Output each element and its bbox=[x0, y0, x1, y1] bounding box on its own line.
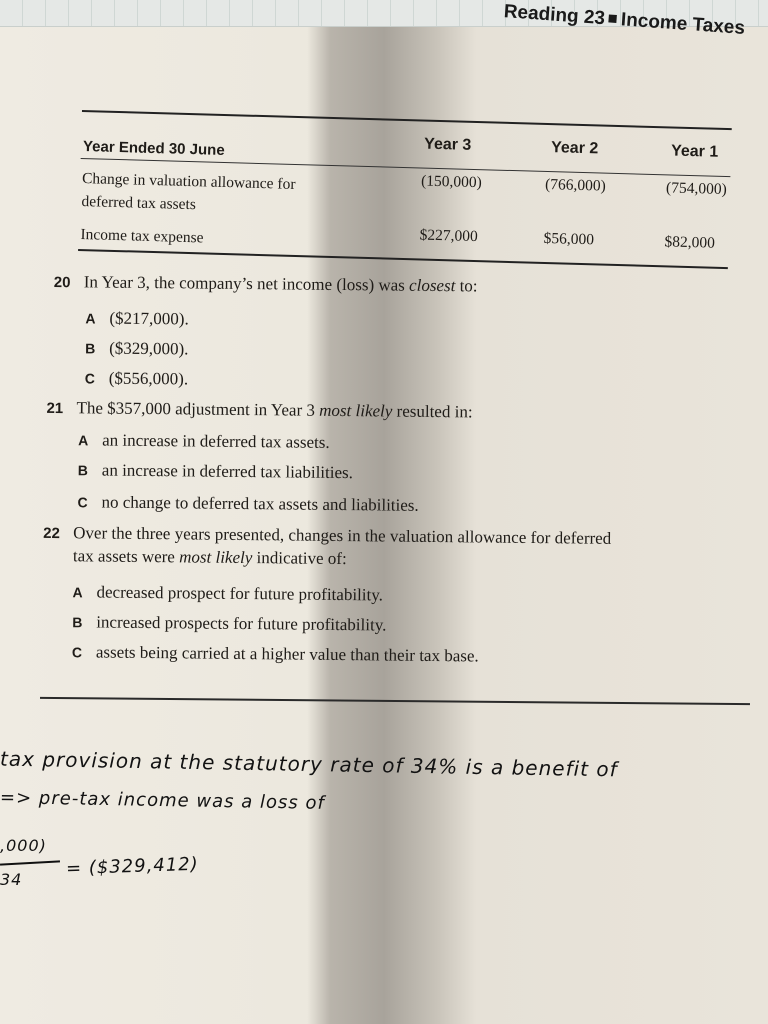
option-letter: C bbox=[77, 494, 88, 511]
option-text: an increase in deferred tax liabilities. bbox=[101, 460, 354, 483]
valuation-table bbox=[78, 110, 732, 269]
option-22c bbox=[72, 642, 479, 666]
option-text: no change to deferred tax assets and liabilities. bbox=[101, 492, 419, 515]
question-text-end: to: bbox=[459, 276, 478, 296]
question-text: In Year 3, the company’s net income (loss) was bbox=[83, 272, 405, 295]
question-number: 20 bbox=[53, 273, 71, 292]
cell-value: $56,000 bbox=[543, 229, 595, 249]
handwritten-note-line2: => pre-tax income was a loss of bbox=[0, 787, 326, 814]
option-text: ($329,000). bbox=[109, 338, 189, 359]
cell-value: (754,000) bbox=[665, 179, 727, 199]
question-text-end: indicative of: bbox=[256, 548, 347, 569]
handwritten-numerator: ,000) bbox=[0, 836, 47, 855]
question-text: Over the three years presented, changes in the valuation allowance for deferred bbox=[73, 523, 612, 548]
column-header-year2: Year 2 bbox=[550, 139, 599, 158]
option-letter: B bbox=[77, 462, 89, 479]
question-text: The $357,000 adjustment in Year 3 bbox=[76, 398, 316, 420]
row-label bbox=[80, 223, 204, 249]
option-text: decreased prospect for future profitability. bbox=[96, 582, 384, 605]
option-22a bbox=[72, 582, 383, 605]
handwritten-denominator: 34 bbox=[0, 870, 23, 889]
option-text: increased prospects for future profitability. bbox=[96, 612, 387, 635]
option-letter: B bbox=[72, 614, 83, 631]
cell-value: (150,000) bbox=[420, 172, 483, 192]
row-label-line2: deferred tax assets bbox=[81, 193, 197, 214]
option-letter: A bbox=[78, 432, 89, 449]
option-20a bbox=[85, 308, 189, 329]
header-topic: Income Taxes bbox=[620, 9, 746, 39]
square-bullet-icon bbox=[609, 14, 618, 23]
row-label-line1: Income tax expense bbox=[80, 226, 204, 247]
cell-value: (766,000) bbox=[544, 175, 607, 195]
header-reading: Reading 23 bbox=[503, 1, 607, 30]
question-emphasis: most likely bbox=[319, 400, 393, 421]
question-text-2: tax assets were bbox=[72, 546, 176, 567]
option-text: an increase in deferred tax assets. bbox=[102, 430, 330, 452]
option-letter: B bbox=[85, 340, 96, 357]
option-22b bbox=[72, 612, 386, 635]
option-letter: A bbox=[85, 310, 96, 327]
option-letter: A bbox=[72, 584, 83, 601]
question-number: 21 bbox=[46, 399, 64, 418]
question-text-end: resulted in: bbox=[396, 401, 473, 422]
fraction-bar bbox=[0, 860, 60, 865]
handwritten-result: = ($329,412) bbox=[65, 853, 200, 880]
option-20c bbox=[85, 368, 189, 389]
question-21 bbox=[46, 398, 472, 422]
question-emphasis: closest bbox=[409, 275, 456, 296]
option-21a bbox=[78, 430, 330, 453]
row-label bbox=[81, 167, 296, 219]
option-text: ($556,000). bbox=[108, 368, 189, 389]
section-divider bbox=[40, 697, 750, 705]
question-22 bbox=[43, 522, 743, 574]
table-label-header: Year Ended 30 June bbox=[82, 138, 225, 159]
row-label-line1: Change in valuation allowance for bbox=[81, 170, 296, 193]
cell-value: $82,000 bbox=[664, 233, 716, 252]
question-20 bbox=[54, 272, 478, 296]
option-21c bbox=[77, 492, 418, 516]
option-text: assets being carried at a higher value than their tax base. bbox=[95, 642, 479, 666]
handwritten-note-line1: tax provision at the statutory rate of 34% is a benefit of bbox=[0, 746, 618, 782]
question-emphasis: most likely bbox=[179, 547, 253, 568]
column-header-year3: Year 3 bbox=[423, 135, 472, 154]
cell-value: $227,000 bbox=[419, 226, 478, 246]
option-text: ($217,000). bbox=[109, 308, 189, 329]
question-number: 22 bbox=[43, 524, 60, 543]
column-header-year1: Year 1 bbox=[670, 142, 719, 161]
option-letter: C bbox=[71, 644, 83, 661]
option-21b bbox=[78, 460, 353, 483]
option-20b bbox=[85, 338, 189, 359]
option-letter: C bbox=[84, 370, 96, 387]
